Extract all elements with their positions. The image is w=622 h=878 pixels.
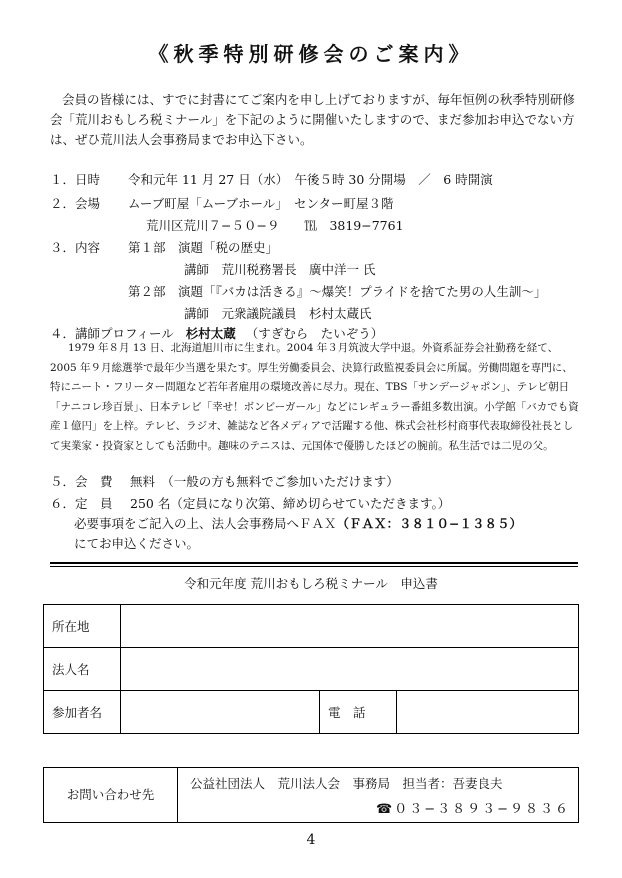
date-label: １．日時	[50, 172, 101, 187]
participant-field[interactable]	[121, 691, 320, 734]
page-number: 4	[306, 832, 316, 848]
company-label: 法人名	[44, 648, 121, 691]
participant-label: 参加者名	[44, 691, 121, 734]
capacity-value: 250 名（定員になり次第、締め切らせていただきます。）	[130, 496, 451, 511]
application-form	[43, 604, 579, 734]
venue-value: ムーブ町屋「ムーブホール」 センター町屋３階	[128, 196, 394, 211]
form-title: 令和元年度 荒川おもしろ税ミナール 申込書	[184, 576, 438, 591]
company-field[interactable]	[121, 648, 579, 691]
contact-box	[43, 767, 579, 823]
fee-value: 無料 （一般の方も無料でご参加いただけます）	[130, 474, 399, 489]
date-value: 令和元年 11 月 27 日（水） 午後５時 30 分開場 ／ 6 時開演	[128, 172, 493, 187]
page-title: 《秋季特別研修会のご案内》	[148, 42, 474, 66]
profile-reading: （すぎむら たいぞう）	[245, 326, 384, 341]
fee-label: ５．会 費	[50, 474, 113, 489]
content-label: ３．内容	[50, 240, 101, 255]
phone-field[interactable]	[397, 691, 579, 734]
address-field[interactable]	[121, 605, 579, 648]
contact-organization: 公益社団法人 荒川法人会 事務局 担当者：吾妻良夫	[190, 776, 503, 791]
contact-label: お問い合わせ先	[44, 768, 178, 822]
phone-label: 電 話	[320, 691, 397, 734]
profile-name: 杉村太蔵	[185, 326, 236, 341]
fax-number: （ＦＡＸ：３８１０−１３８５）	[336, 516, 522, 531]
section-divider	[50, 562, 578, 564]
apply-text-2: にてお申込ください。	[74, 536, 200, 551]
venue-label: ２．会場	[50, 196, 101, 211]
profile-label: ４．講師プロフィール	[50, 326, 174, 341]
apply-instructions	[74, 514, 522, 532]
profile-bio: 1979 年８月 13 日、北海道旭川市に生まれ。2004 年３月筑波大学中退。外資系証券会社勤務を経て、2005 年９月総選挙で最年少当選を果たす。厚生労働委員会、決算行政監視委員会に所属。労働問題を専門に、特にニート・フリーター問題など若年者雇用の環境改善に尽力。現在、TBS「サンデージャポン」、テレビ朝日「ナニコレ珍百景」、日本テレビ「幸せ！ボンビーガール」などにレギュラー番組多数出演。小学館「バカでも資産１億円」を上梓。テレビ、ラジオ、雑誌など各メディアで活躍する他、株式会社杉村商事代表取締役社長として実業家・投資家としても活動中。趣味のテニスは、元国体で優勝したほどの腕前。私生活では二児の父。	[50, 342, 579, 452]
apply-text: 必要事項をご記入の上、法人会事務局へＦＡＸ	[74, 516, 337, 531]
address-label: 所在地	[44, 605, 121, 648]
intro-paragraph: 会員の皆様には、すでに封書にてご案内を申し上げておりますが、毎年恒例の秋季特別研修会「荒川おもしろ税ミナール」を下記のように開催いたしますので、まだ参加お申込でない方は、ぜひ荒川法人会事務局までお申込下さい。	[50, 92, 575, 147]
venue-address: 荒川区荒川７−５０−９ ℡ 3819−7761	[146, 218, 404, 233]
part1-lecturer: 講師 荒川税務署長 廣中洋一 氏	[184, 262, 376, 277]
section-divider-thin	[50, 566, 578, 567]
capacity-label: ６．定 員	[50, 496, 113, 511]
contact-phone: ☎０３−３８９３−９８３６	[376, 802, 570, 817]
part2-title: 第２部 演題「『バカは活きる』〜爆笑！プライドを捨てた男の人生訓〜」	[128, 284, 547, 299]
part2-lecturer: 講師 元衆議院議員 杉村太蔵氏	[184, 306, 372, 321]
part1-title: 第１部 演題「税の歴史」	[128, 240, 279, 255]
